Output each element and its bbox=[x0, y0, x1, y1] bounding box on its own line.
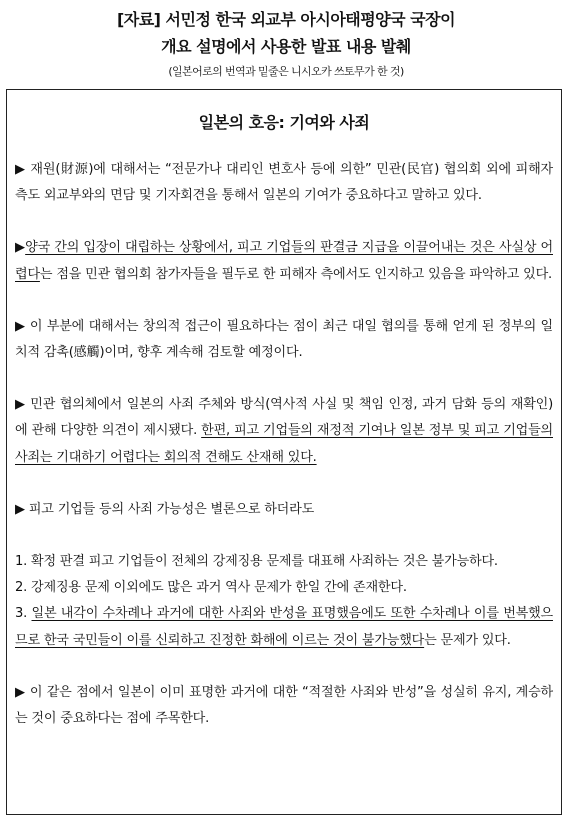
list-item-2: 2. 강제징용 문제 이외에도 많은 과거 역사 문제가 한일 간에 존재한다. bbox=[15, 580, 407, 596]
excerpt-content bbox=[15, 157, 553, 732]
paragraph-text: 는 점을 민관 협의회 참가자들을 필두로 한 피해자 측에서도 인지하고 있음을 파악하고 있다. bbox=[39, 266, 553, 282]
paragraph-apology-possibility: ▶ 피고 기업들 등의 사죄 가능성은 별론으로 하더라도 bbox=[15, 501, 315, 517]
paragraph-text: 는 문제가 있다. bbox=[424, 632, 511, 648]
header-title-line-2: 개요 설명에서 사용한 발표 내용 발췌 bbox=[161, 37, 411, 56]
list-item-3 bbox=[15, 601, 553, 653]
underlined-text: 일본 내각이 수차례나 과거에 대한 사죄와 반성을 표명했음에도 또한 수차례나 이를 번복했으므로 한국 국민들이 이를 신뢰하고 진정한 화해에 이르는 것이 불가능했다 bbox=[15, 606, 553, 648]
paragraph-text: ▶ 민관 협의체에서 일본의 사죄 주체와 방식(역사적 사실 및 책임 인정, 과거 담화 등의 재확인)에 관해 다양한 의견이 제시됐다. bbox=[15, 397, 553, 439]
paragraph-financing: ▶ 재원(財源)에 대해서는 “전문가나 대리인 변호사 등에 의한” 민관(民官) 협의회 외에 피해자 측도 외교부와의 면담 및 기자회견을 통해서 일본의 기여가 중요하다고 말하고 있다. bbox=[15, 162, 553, 204]
paragraph-victims-awareness bbox=[15, 235, 553, 287]
excerpt-box bbox=[6, 89, 562, 815]
paragraph-apology-opinions bbox=[15, 392, 553, 471]
underlined-text: 양국 간의 입장이 대립하는 상황에서, 피고 기업들의 판결금 지급을 이끌어내는 것은 사실상 어렵다 bbox=[15, 240, 553, 282]
underlined-text: 한편, 피고 기업들의 재정적 기여나 일본 정부 및 피고 기업들의 사죄는 기대하기 어렵다는 회의적 견해도 산재해 있다. bbox=[15, 423, 553, 465]
bullet-arrow: ▶ bbox=[15, 240, 26, 256]
document-header bbox=[0, 6, 572, 82]
box-title: 일본의 호응: 기여와 사죄 bbox=[198, 113, 370, 132]
paragraph-conclusion: ▶ 이 같은 점에서 일본이 이미 표명한 과거에 대한 “적절한 사죄와 반성”을 성실히 유지, 계승하는 것이 중요하다는 점에 주목한다. bbox=[15, 684, 553, 727]
header-translation-note: (일본어로의 번역과 밑줄은 니시오카 쓰토무가 한 것) bbox=[168, 65, 404, 78]
list-item-1: 1. 확정 판결 피고 기업들이 전체의 강제징용 문제를 대표해 사죄하는 것은 불가능하다. bbox=[15, 554, 498, 570]
paragraph-creative-approach: ▶ 이 부분에 대해서는 창의적 접근이 필요하다는 점이 최근 대일 협의를 통해 얻게 된 정부의 일치적 감촉(感觸)이며, 향후 계속해 검토할 예정이다. bbox=[15, 318, 553, 361]
header-title-line-1: [자료] 서민정 한국 외교부 아시아태평양국 국장이 bbox=[116, 10, 456, 29]
list-number: 3. bbox=[15, 606, 32, 622]
